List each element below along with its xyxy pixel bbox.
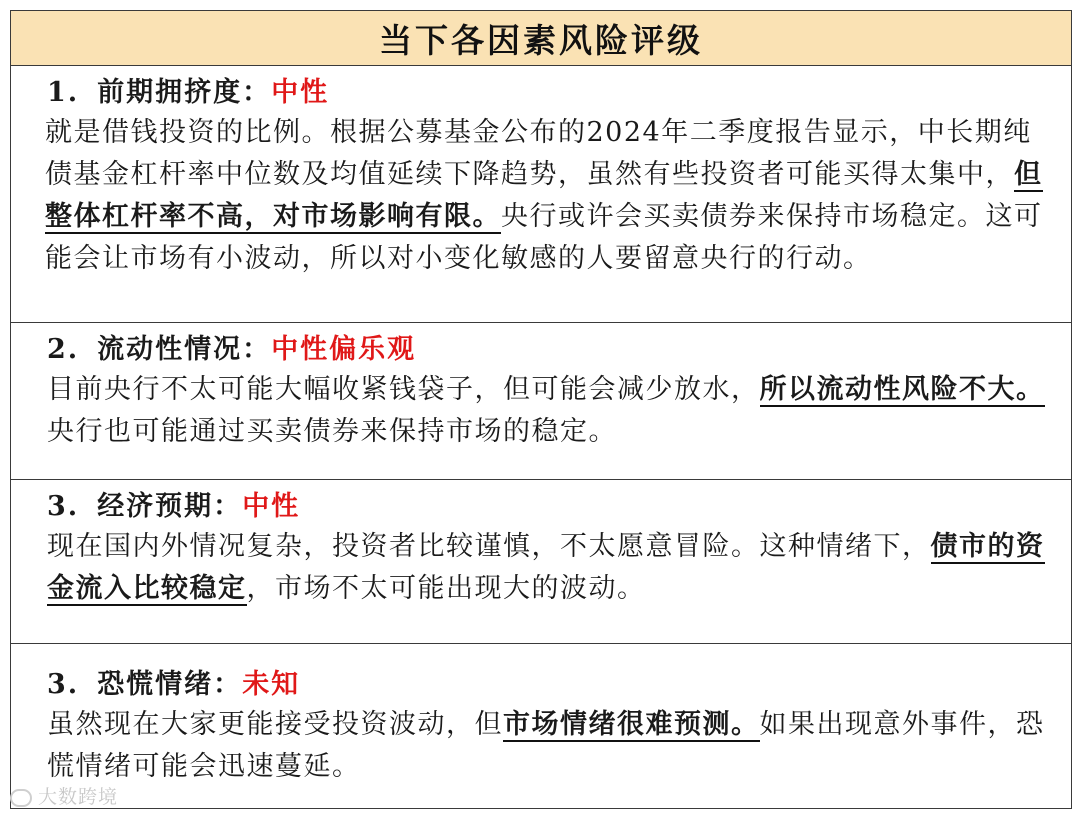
section-number: 2. <box>47 334 80 365</box>
highlight-text: 债市的资金流入比较稳定 <box>47 531 1045 604</box>
section-number: 3. <box>47 669 80 700</box>
body-text: ，市场不太可能出现大的波动。 <box>246 573 646 604</box>
section-body <box>47 369 1057 453</box>
body-text: 目前央行不太可能大幅收紧钱袋子，但可能会减少放水， <box>47 374 760 405</box>
section-heading <box>47 74 1057 112</box>
rating-badge: 未知 <box>242 669 301 700</box>
section-name: 前期拥挤度： <box>97 77 272 108</box>
rating-badge: 中性偏乐观 <box>271 334 417 365</box>
section-heading <box>47 666 1057 704</box>
section-name: 经济预期： <box>97 491 243 522</box>
section-name: 恐慌情绪： <box>97 669 243 700</box>
section-number: 3. <box>47 491 80 522</box>
rating-badge: 中性 <box>242 491 301 522</box>
section-heading <box>47 331 1057 369</box>
section-panic-sentiment <box>11 644 1071 808</box>
rating-badge: 中性 <box>271 77 330 108</box>
body-text: 央行也可能通过买卖债券来保持市场的稳定。 <box>47 416 617 447</box>
body-text: 如果出现意外事件，恐慌情绪可能会迅速蔓延。 <box>47 709 1045 782</box>
section-number: 1. <box>47 77 80 108</box>
section-body <box>47 526 1057 610</box>
table-title: 当下各因素风险评级 <box>11 11 1071 66</box>
body-text: 虽然现在大家更能接受投资波动，但 <box>47 709 503 740</box>
body-text: 现在国内外情况复杂，投资者比较谨慎，不太愿意冒险。这种情绪下， <box>47 531 931 562</box>
section-liquidity <box>11 323 1071 480</box>
highlight-text: 所以流动性风险不大。 <box>759 374 1045 405</box>
watermark-logo-icon <box>10 789 32 807</box>
section-name: 流动性情况： <box>97 334 272 365</box>
highlight-text: 但整体杠杆率不高，对市场影响有限。 <box>45 159 1043 232</box>
section-economic-expectation <box>11 480 1071 644</box>
watermark <box>10 782 118 809</box>
body-text: 央行或许会买卖债券来保持市场稳定。这可能会让市场有小波动，所以对小变化敏感的人要留意央行的行动。 <box>45 201 1043 274</box>
body-text: 就是借钱投资的比例。根据公募基金公布的2024年二季度报告显示，中长期纯债基金杠杆率中位数及均值延续下降趋势，虽然有些投资者可能买得太集中， <box>45 117 1032 190</box>
risk-rating-table <box>10 10 1072 809</box>
section-crowding <box>11 66 1071 323</box>
highlight-text: 市场情绪很难预测。 <box>503 709 760 740</box>
section-heading <box>47 488 1057 526</box>
watermark-text: 大数跨境 <box>38 786 119 808</box>
section-body <box>45 112 1057 280</box>
section-body <box>47 704 1057 788</box>
